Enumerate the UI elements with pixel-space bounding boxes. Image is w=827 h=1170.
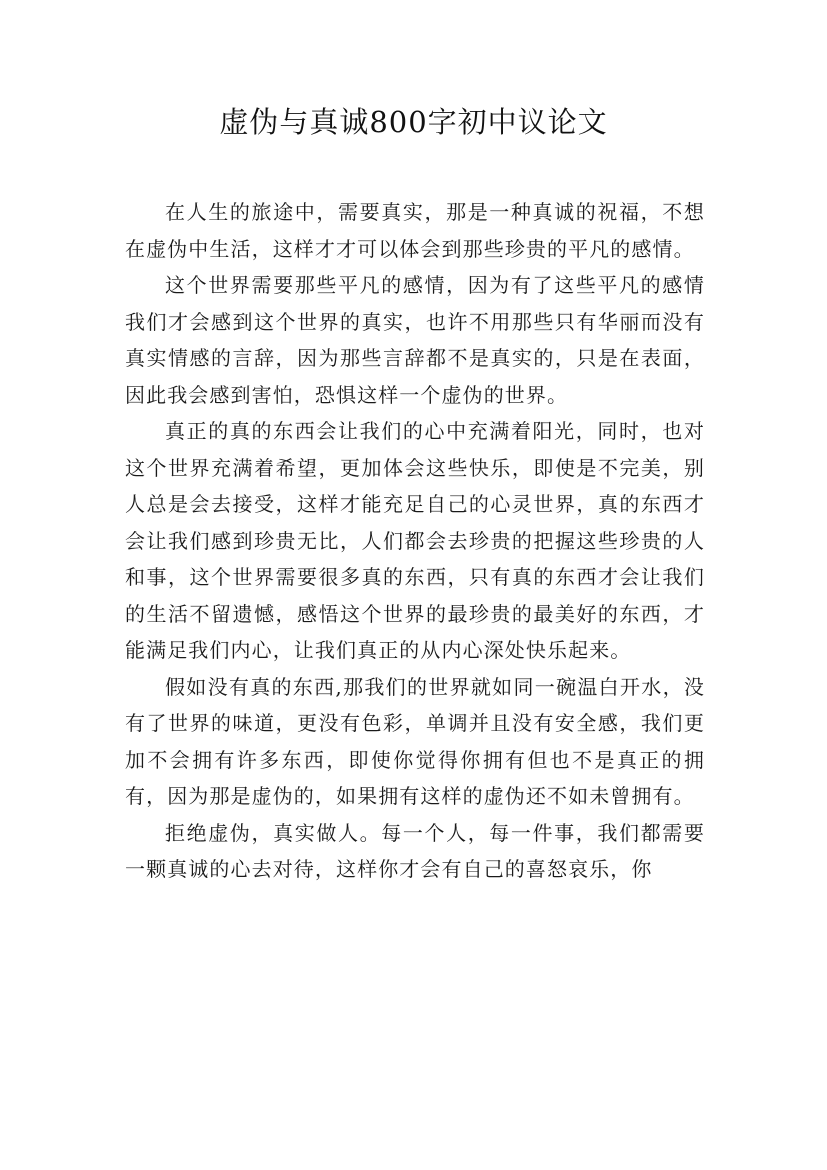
paragraph-2: 这个世界需要那些平凡的感情，因为有了这些平凡的感情我们才会感到这个世界的真实，也许不用那些只有华丽而没有真实情感的言辞，因为那些言辞都不是真实的，只是在表面，因此我会感到害怕，恐惧这样一个虚伪的世界。 — [125, 273, 705, 407]
paragraph-3: 真正的真的东西会让我们的心中充满着阳光，同时，也对这个世界充满着希望，更加体会这些快乐，即使是不完美，别人总是会去接受，这样才能充足自己的心灵世界，真的东西才会让我们感到珍贵无比，人们都会去珍贵的把握这些珍贵的人和事，这个世界需要很多真的东西，只有真的东西才会让我们的生活不留遗憾，感悟这个世界的最珍贵的最美好的东西，才能满足我们内心，让我们真正的从内心深处快乐起来。 — [125, 419, 705, 662]
paragraph-1: 在人生的旅途中，需要真实，那是一种真诚的祝福，不想在虚伪中生活，这样才才可以体会到那些珍贵的平凡的感情。 — [125, 200, 705, 261]
paragraph-5: 拒绝虚伪，真实做人。每一个人，每一件事，我们都需要一颗真诚的心去对待，这样你才会有自己的喜怒哀乐，你 — [125, 820, 705, 881]
page-title: 虚伪与真诚800字初中议论文 — [219, 105, 608, 139]
paragraph-4: 假如没有真的东西,那我们的世界就如同一碗温白开水，没有了世界的味道，更没有色彩，单调并且没有安全感，我们更加不会拥有许多东西，即使你觉得你拥有但也不是真正的拥有，因为那是虚伪的，如果拥有这样的虚伪还不如未曾拥有。 — [125, 674, 705, 808]
article-body — [125, 194, 705, 888]
